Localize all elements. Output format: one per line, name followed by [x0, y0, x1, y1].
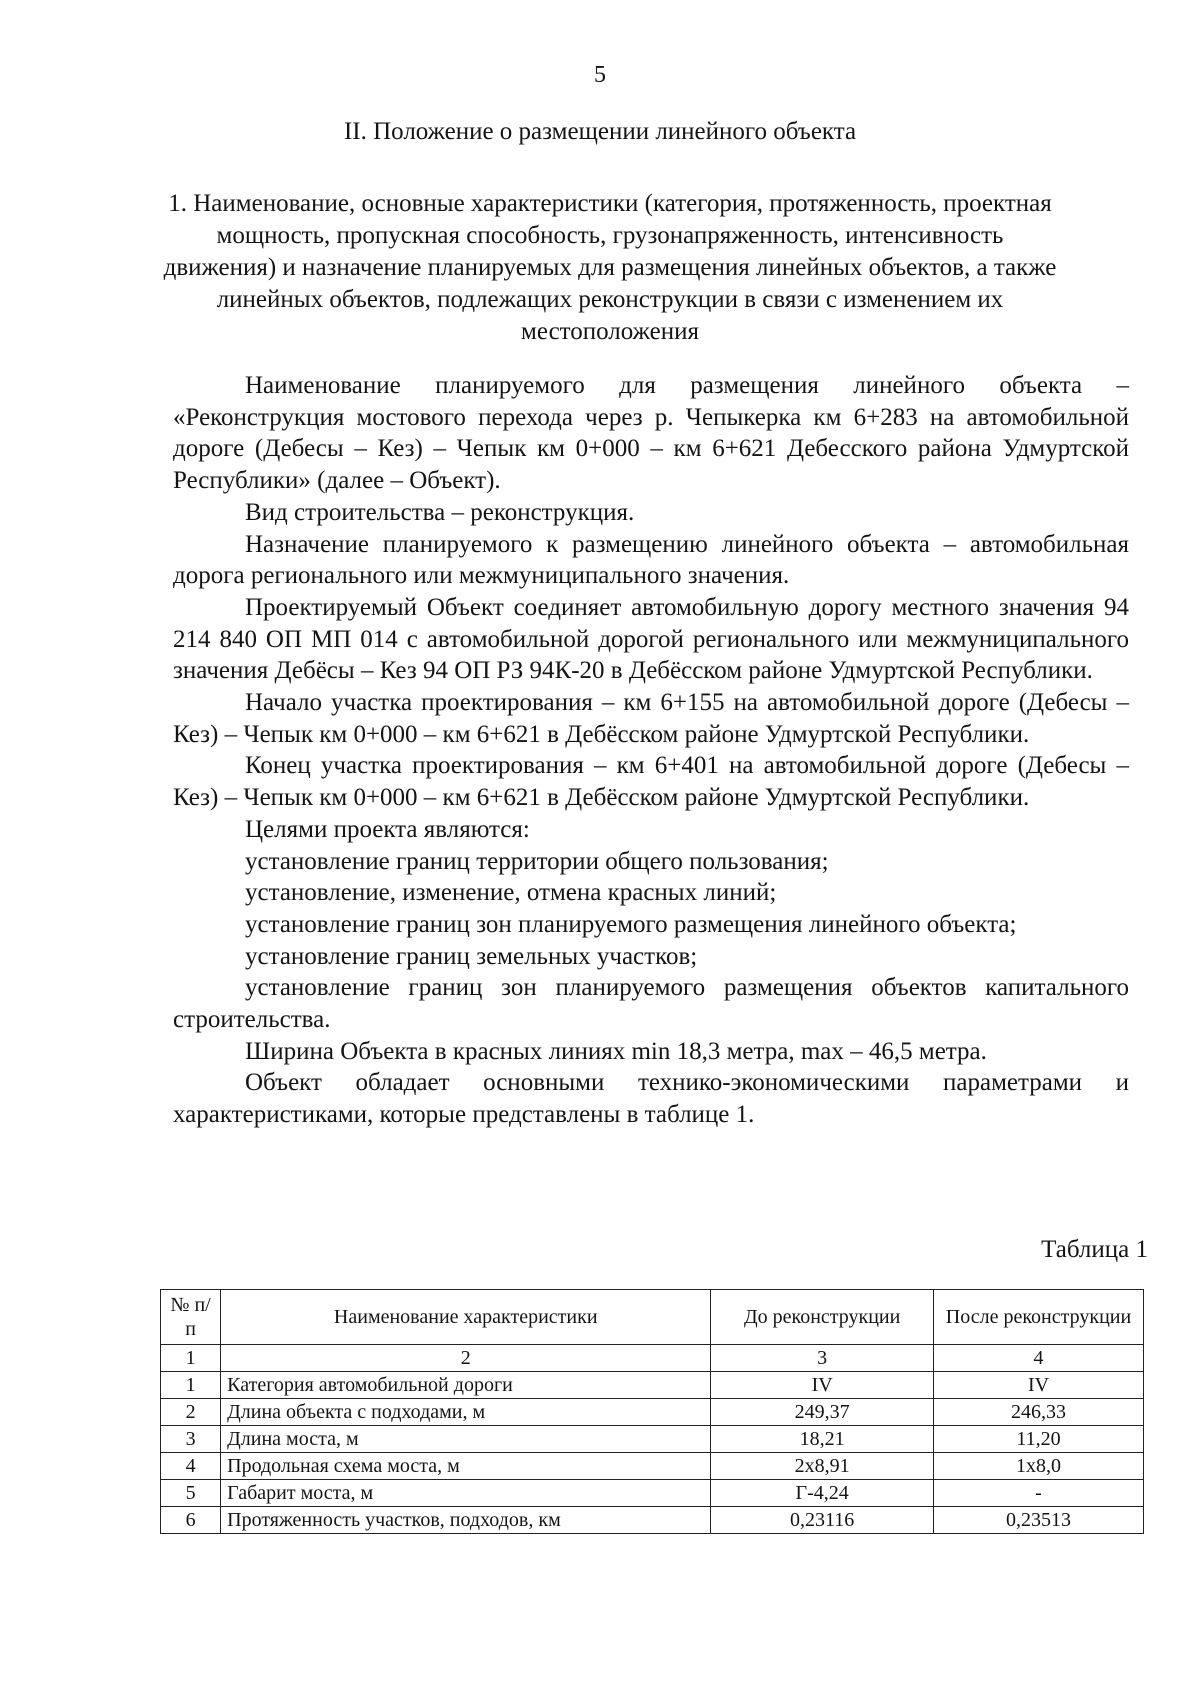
paragraph: Назначение планируемого к размещению линейного объекта – автомобильная дорога регионального или межмуниципального значения.: [173, 530, 1129, 590]
table-cell: 1: [161, 1372, 221, 1399]
list-item: установление границ зон планируемого размещения объектов капитального строительства.: [173, 974, 1129, 1034]
table-cell: 4: [934, 1345, 1144, 1372]
subsection-heading: 1. Наименование, основные характеристики (категория, протяженность, проектная мощность, пропускная способность, грузонапряженность, интенсивность движения) и назначение планируемых для размещения линейных объектов, а также линейных объектов, подлежащих реконструкции в связи с изменением их местоположения: [163, 190, 1057, 345]
header-number: № п/п: [161, 1290, 221, 1345]
table-cell: 1х8,0: [934, 1453, 1144, 1480]
table-row: [161, 1399, 1144, 1426]
table-row: [161, 1480, 1144, 1507]
header-characteristic: Наименование характеристики: [221, 1290, 711, 1345]
table-cell: Категория автомобильной дороги: [221, 1372, 711, 1399]
parameters-table: [160, 1289, 1144, 1534]
table-cell: 3: [161, 1426, 221, 1453]
table-row: [161, 1426, 1144, 1453]
table-cell: Протяженность участков, подходов, км: [221, 1507, 711, 1534]
list-item: установление границ территории общего пользования;: [245, 847, 829, 875]
table-cell: Габарит моста, м: [221, 1480, 711, 1507]
column-numbering-row: [161, 1345, 1144, 1372]
table-header-row: [161, 1290, 1144, 1345]
table-row: [161, 1372, 1144, 1399]
table-cell: Г-4,24: [711, 1480, 934, 1507]
page-number: 5: [594, 62, 606, 88]
paragraph: Конец участка проектирования – км 6+401 на автомобильной дороге (Дебесы – Кез) – Чепык км 0+000 – км 6+621 в Дебёсском районе Удмуртской Республики.: [173, 752, 1129, 812]
table-cell: 0,23513: [934, 1507, 1144, 1534]
section-title: II. Положение о размещении линейного объекта: [343, 118, 857, 145]
paragraph: Проектируемый Объект соединяет автомобильную дорогу местного значения 94 214 840 ОП МП 014 с автомобильной дорогой регионального или межмуниципального значения Дебёсы – Кез 94 ОП РЗ 94К-20 в Дебёсском районе Удмуртской Республики.: [173, 593, 1129, 685]
body-text: [173, 370, 1129, 1131]
list-item: установление границ зон планируемого размещения линейного объекта;: [245, 910, 1017, 938]
table-cell: 4: [161, 1453, 221, 1480]
table-row: [161, 1507, 1144, 1534]
list-item: установление границ земельных участков;: [245, 942, 698, 970]
paragraph: Начало участка проектирования – км 6+155 на автомобильной дороге (Дебесы – Кез) – Чепык км 0+000 – км 6+621 в Дебёсском районе Удмуртской Республики.: [173, 689, 1129, 748]
paragraph: Наименование планируемого для размещения линейного объекта – «Реконструкция мостового перехода через р. Чепыкерка км 6+283 на автомобильной дороге (Дебесы – Кез) – Чепык км 0+000 – км 6+621 Дебесского района Удмуртской Республики» (далее – Объект).: [173, 372, 1129, 495]
header-before: До реконструкции: [711, 1290, 934, 1345]
paragraph: Целями проекта являются:: [245, 815, 530, 843]
table-cell: 1: [161, 1345, 221, 1372]
table-cell: 2: [221, 1345, 711, 1372]
list-item: установление, изменение, отмена красных линий;: [245, 879, 777, 907]
table-cell: 6: [161, 1507, 221, 1534]
table-cell: Длина моста, м: [221, 1426, 711, 1453]
table-cell: 11,20: [934, 1426, 1144, 1453]
paragraph: Ширина Объекта в красных линиях min 18,3 метра, max – 46,5 метра.: [245, 1037, 987, 1065]
table-cell: 246,33: [934, 1399, 1144, 1426]
table-cell: 5: [161, 1480, 221, 1507]
table-cell: 18,21: [711, 1426, 934, 1453]
table-cell: -: [934, 1480, 1144, 1507]
paragraph: Объект обладает основными технико-экономическими параметрами и характеристиками, которые представлены в таблице 1.: [173, 1069, 1129, 1129]
table-cell: 2х8,91: [711, 1453, 934, 1480]
table-cell: IV: [711, 1372, 934, 1399]
table-cell: 3: [711, 1345, 934, 1372]
table-cell: IV: [934, 1372, 1144, 1399]
header-after: После реконструкции: [934, 1290, 1144, 1345]
table-row: [161, 1453, 1144, 1480]
table-cell: Продольная схема моста, м: [221, 1453, 711, 1480]
table-cell: 2: [161, 1399, 221, 1426]
table-cell: 0,23116: [711, 1507, 934, 1534]
paragraph: Вид строительства – реконструкция.: [245, 498, 635, 526]
table-caption: Таблица 1: [1041, 1236, 1148, 1263]
table-cell: 249,37: [711, 1399, 934, 1426]
table-cell: Длина объекта с подходами, м: [221, 1399, 711, 1426]
